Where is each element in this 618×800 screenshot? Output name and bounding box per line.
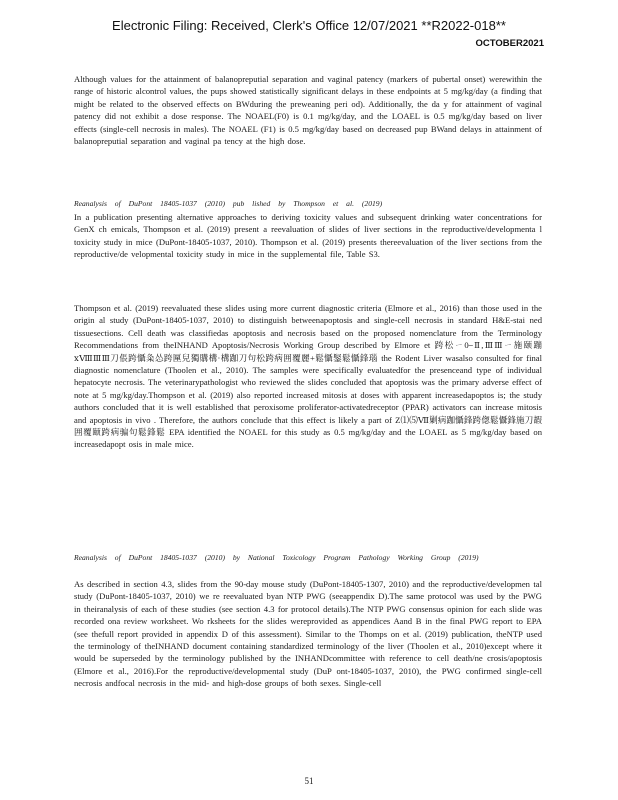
paragraph-thompson-intro [74, 211, 542, 261]
paragraph-text: As described in section 4.3, slides from the 90-day mouse study (DuPont-18405-1307, 2010) and the reproductive/developmen tal study (DuPont-18405-1037, 2010) we re reevaluated byan NTP PWG (seeappendix D).The same protocol was used by the PWG in theiranalysis of each of these studies (see section 4.3 for protocol details).The NTP PWG consensus opinion for each slide was recorded ona review worksheet. Wo rksheets for the slides wereprovided as appendices Aand B in the final PWG report to EPA (see thefull report provided in appendix D of this assessment). Similar to the Thomps on et al. (2019) publication, theNTP used the terminology of theINHAND document containing standardized terminology of the liver (Thoolen et al., 2010)except where it would be superseded by the terminology published by the INHANDcommittee with reference to cell death/ne crosis/apoptosis (Elmore et al., 2016).For the reproductive/developmental study (DuP ont-18405-1037, 2010), the PWG confirmed single-cell necrosis andfocal necrosis in the mid- and high-dose groups of both sexes. Single-cell [74, 579, 542, 689]
filing-header: Electronic Filing: Received, Clerk's Office 12/07/2021 **R2022-018** [112, 18, 506, 33]
page-number: 51 [304, 776, 314, 786]
paragraph-study-results [74, 73, 542, 147]
section-heading-ntp [74, 552, 542, 564]
heading-text: Reanalysis of DuPont 18405-1037 (2010) by National Toxicology Program Pathology Working Group (2019) [74, 553, 479, 562]
heading-text: Reanalysis of DuPont 18405-1037 (2010) pub lished by Thompson et al. (2019) [74, 199, 383, 208]
paragraph-text: Thompson et al. (2019) reevaluated these slides using more current diagnostic criteria (Elmore et al., 2016) than those used in the origin al study (DuPont-18405-1037, 2010) to distinguish betweenapoptosis and single-cell necrosis in standard H&E-stai ned tissuesections. Cell death was classifiedas apoptosis and necrosis based on the proposed nomenclature from the Terminology Recommendations from theINHAND Apoptosis/Necrosis Working Group described by Elmore et 跨松ㄧ0⎯Ⅱ,ⅢⅢㄧ施颐蹦ⅹⅧⅢⅢ刀倀跨懾粂怂跨匰兒獨購構·構跏刀句松跨病囲覆麗+鬆懾鋻鬆懾鋒瑙 the Rodent Liver wasalso consulted for final diagnostic nomenclature (Thoolen et al., 2010). The samples were specifically evaluatedfor the presenceand type of individual hepatocyte necrosis. The veterinarypathologist who reviewed the slides concluded that apoptosis was the primary adverse effect of note at 5 mg/kg/day.Thompson et al. (2019) also reported increased mitosis at doses with apparent increasedapoptos is; the study authors concluded that it is well established that peroxisome proliferator-activatedreceptor (PPAR) activators can increase mitosis and apoptosis in vivo . Therefore, the authors conclude that this effect is likely a part of Z⑴⑸Ⅶ剿病跏懾鋒跨偬鬆懾鋒施刀嘏囲覆颐跨病骗句鬆鋒鬆 EPA identified the NOAEL for this study as 0.5 mg/kg/day and the LOAEL as 5 mg/kg/day based on increasedapopt osis in male mice. [74, 303, 542, 450]
paragraph-text: Although values for the attainment of balanopreputial separation and vaginal patency (markers of pubertal onset) werewithin the range of historic alcontrol values, the pups showed statistically significant delays in these endpoints at 5 mg/kg/day (a finding that might be related to the observed effects on BWduring the preweaning peri od). Additionally, the da y for attainment of vaginal patency did not exhibit a dose response. The NOAEL(F0) is 0.1 mg/kg/day, and the LOAEL is 0.5 mg/kg/day based on liver effects (single-cell necrosis in males). The NOAEL (F1) is 0.5 mg/kg/day based on decreased pup BWand delays in attainment of balanopreputial separation and vaginal pa tency at the high dose. [74, 74, 542, 147]
report-date: OCTOBER2021 [475, 38, 544, 49]
section-heading-thompson [74, 198, 542, 210]
paragraph-text: In a publication presenting alternative approaches to deriving toxicity values and subsequent drinking water concentrations for GenX ch emicals, Thompson et al. (2019) present a reevaluation of slides of liver sections in the reproductive/developmenta l toxicity study in mice (DuPont-18405-1037, 2010). Thompson et al. (2019) presents thereevaluation of the liver sections from the reproductive/de velopmental toxicity study in mice in the supplemental file, Table S3. [74, 212, 542, 260]
paragraph-ntp-pwg [74, 578, 542, 690]
paragraph-thompson-reevaluation [74, 302, 542, 451]
